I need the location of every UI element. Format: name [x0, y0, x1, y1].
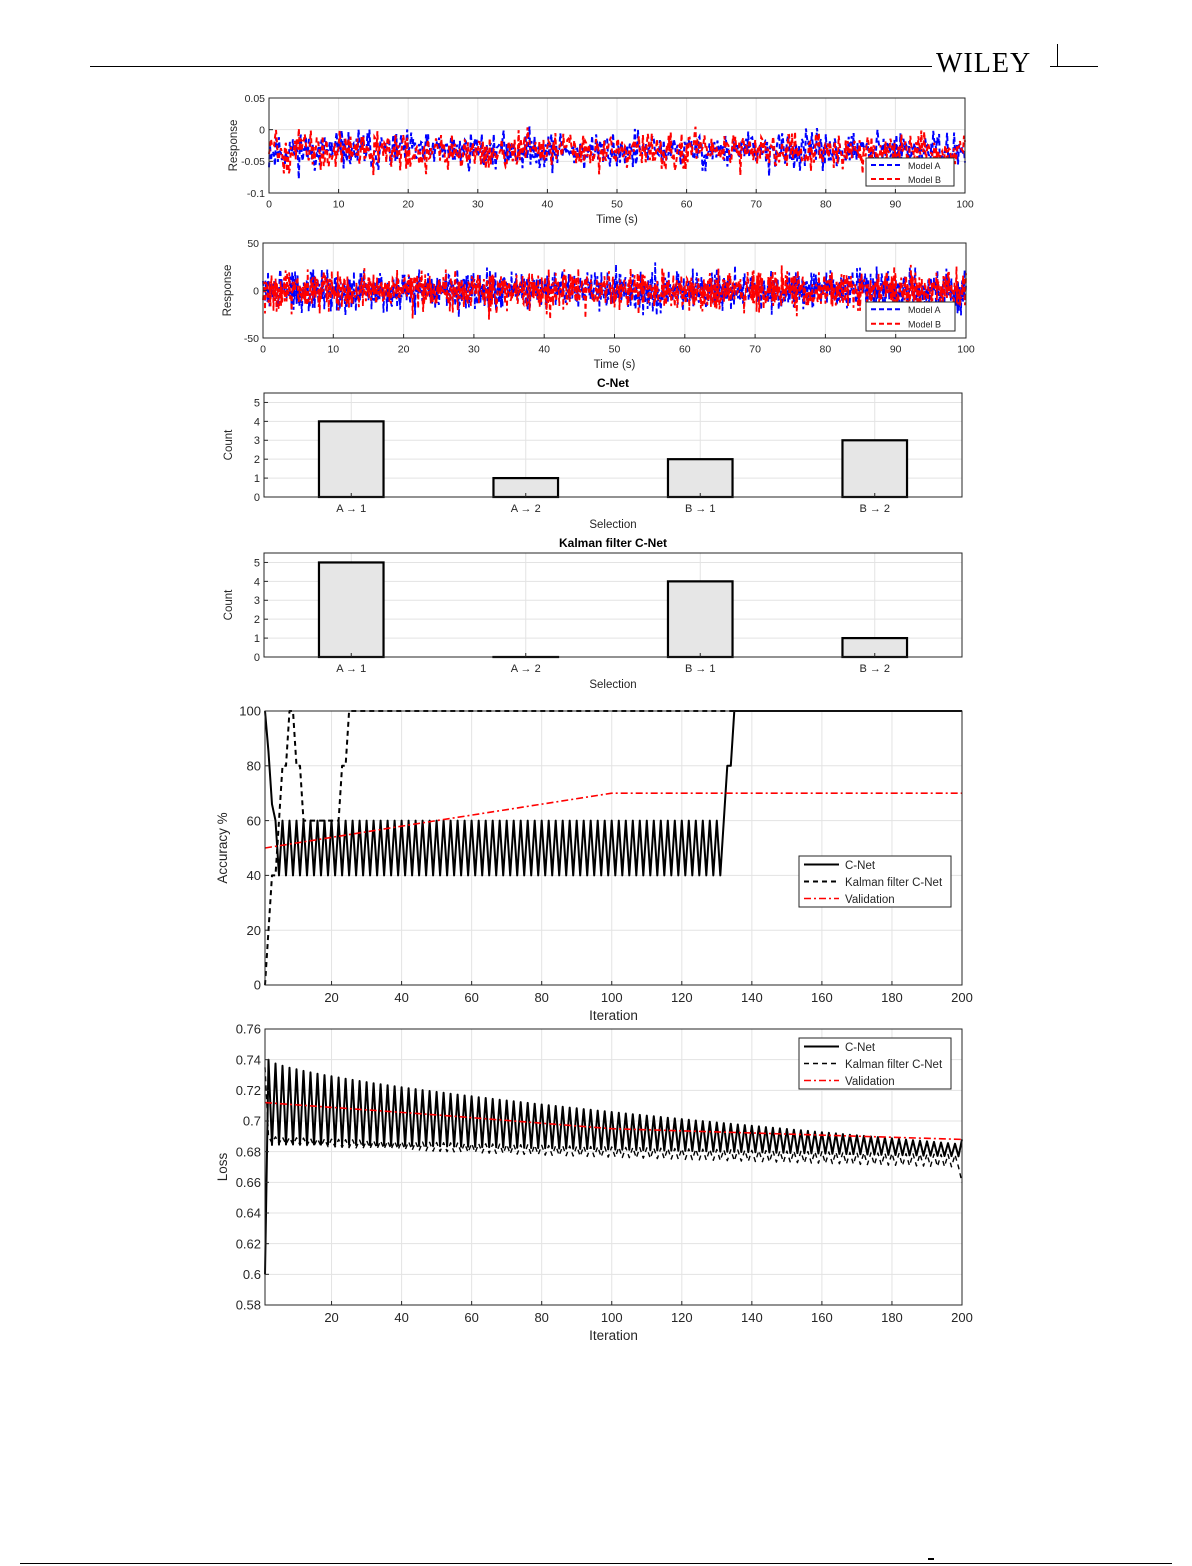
y-tick-label: 1 [253, 473, 260, 486]
x-tick-label: 60 [678, 343, 691, 356]
x-tick-label: 200 [951, 1310, 973, 1325]
x-tick-label: 90 [889, 198, 902, 211]
legend-label: Model A [908, 305, 941, 316]
x-tick-label: 40 [394, 990, 409, 1005]
x-tick-label: 0 [266, 198, 272, 211]
y-tick-label: 2 [253, 614, 260, 627]
x-tick-label: 50 [608, 343, 621, 356]
x-tick-label: 180 [881, 990, 903, 1005]
y-tick-label: 5 [253, 397, 260, 410]
x-axis-label: Time (s) [593, 359, 636, 371]
x-tick-label: A → 1 [336, 503, 367, 515]
x-tick-label: A → 1 [336, 663, 367, 675]
y-tick-label: 0 [259, 124, 265, 137]
x-tick-label: B → 2 [859, 503, 891, 515]
x-tick-label: 80 [534, 990, 549, 1005]
x-tick-label: 100 [600, 990, 623, 1005]
x-tick-label: 70 [750, 198, 763, 211]
y-axis-label: Count [223, 429, 235, 461]
y-tick-label: -50 [243, 332, 259, 345]
x-tick-label: 90 [889, 343, 902, 356]
y-tick-label: 0.58 [235, 1297, 261, 1313]
chart-title: Kalman filter C-Net [558, 536, 668, 550]
x-tick-label: 40 [541, 198, 554, 211]
x-tick-label: 20 [397, 343, 410, 356]
chart-title: C-Net [597, 376, 629, 390]
y-tick-label: 100 [239, 703, 261, 719]
y-axis-label: Count [223, 589, 235, 621]
y-tick-label: 0 [253, 285, 259, 298]
y-axis-label: Response [228, 119, 240, 172]
y-tick-label: 50 [247, 237, 259, 250]
footer-rule [20, 1563, 1172, 1564]
x-axis-label: Iteration [589, 1328, 638, 1343]
legend-label: Kalman filter C-Net [845, 877, 943, 890]
x-tick-label: 70 [749, 343, 761, 356]
x-axis-label: Selection [589, 679, 637, 691]
x-tick-label: 120 [670, 1310, 693, 1325]
x-tick-label: 80 [819, 343, 832, 356]
x-tick-label: 10 [327, 343, 340, 356]
legend-label: Validation [845, 1076, 895, 1089]
legend-label: C-Net [845, 1042, 876, 1055]
footer-mark [928, 1558, 934, 1560]
x-tick-label: A → 2 [510, 503, 541, 515]
x-tick-label: 80 [534, 1310, 549, 1325]
y-tick-label: 5 [253, 557, 260, 570]
x-tick-label: 0 [260, 343, 266, 356]
y-tick-label: 80 [246, 758, 261, 774]
legend-label: Kalman filter C-Net [845, 1059, 943, 1072]
y-tick-label: 0.64 [235, 1205, 261, 1221]
y-tick-label: 0.6 [242, 1267, 261, 1283]
y-tick-label: 0.68 [235, 1144, 261, 1160]
x-tick-label: 140 [740, 1310, 763, 1325]
y-tick-label: 0 [253, 977, 261, 993]
y-tick-label: 0.66 [235, 1175, 261, 1191]
x-tick-label: 20 [324, 1310, 339, 1325]
y-axis-label: Accuracy % [215, 812, 230, 884]
x-tick-label: 160 [811, 1310, 833, 1325]
x-tick-label: 180 [881, 1310, 903, 1325]
y-tick-label: -0.1 [246, 187, 265, 200]
x-tick-label: 20 [324, 990, 339, 1005]
y-tick-label: 1 [253, 633, 260, 646]
x-tick-label: 100 [956, 198, 974, 211]
x-axis-label: Time (s) [596, 214, 638, 226]
y-tick-label: 0.7 [242, 1113, 261, 1129]
y-tick-label: -0.05 [241, 156, 265, 169]
y-tick-label: 20 [246, 922, 261, 938]
x-tick-label: 10 [332, 198, 345, 211]
x-axis-label: Iteration [589, 1008, 638, 1023]
y-tick-label: 4 [253, 576, 260, 589]
x-tick-label: 50 [611, 198, 623, 211]
x-tick-label: 30 [471, 198, 484, 211]
y-tick-label: 40 [246, 868, 261, 884]
x-tick-label: 60 [680, 198, 693, 211]
y-tick-label: 60 [246, 813, 261, 829]
y-tick-label: 3 [253, 595, 260, 608]
x-tick-label: 30 [468, 343, 480, 356]
y-axis-label: Loss [215, 1152, 230, 1182]
x-tick-label: 100 [957, 343, 975, 356]
y-tick-label: 2 [253, 454, 260, 467]
x-tick-label: 80 [819, 198, 832, 211]
y-tick-label: 0.72 [235, 1083, 261, 1099]
x-tick-label: 200 [951, 990, 973, 1005]
x-tick-label: 120 [670, 990, 693, 1005]
x-tick-label: 20 [402, 198, 415, 211]
x-tick-label: B → 1 [684, 503, 716, 515]
legend-label: C-Net [845, 860, 876, 873]
y-tick-label: 0.62 [235, 1236, 261, 1252]
x-tick-label: 100 [600, 1310, 623, 1325]
x-tick-label: 60 [464, 990, 479, 1005]
x-tick-label: 60 [464, 1310, 479, 1325]
x-axis-label: Selection [589, 519, 637, 531]
legend-label: Model A [908, 160, 941, 171]
x-tick-label: 40 [538, 343, 551, 356]
y-tick-label: 0 [253, 491, 260, 504]
y-tick-label: 3 [253, 435, 260, 448]
y-tick-label: 0 [253, 651, 260, 664]
y-tick-label: 0.74 [235, 1052, 261, 1068]
y-axis-label: Response [222, 264, 234, 317]
x-tick-label: B → 2 [859, 663, 891, 675]
legend-label: Model B [908, 319, 942, 330]
legend-label: Validation [845, 894, 895, 907]
x-tick-label: 140 [740, 990, 763, 1005]
x-tick-label: A → 2 [510, 663, 541, 675]
x-tick-label: 160 [811, 990, 833, 1005]
y-tick-label: 0.05 [244, 92, 265, 105]
x-tick-label: B → 1 [684, 663, 716, 675]
y-tick-label: 0.76 [235, 1021, 261, 1037]
y-tick-label: 4 [253, 416, 260, 429]
publisher-logo: WILEY [936, 48, 1032, 79]
x-tick-label: 40 [394, 1310, 409, 1325]
legend-label: Model B [908, 174, 942, 185]
